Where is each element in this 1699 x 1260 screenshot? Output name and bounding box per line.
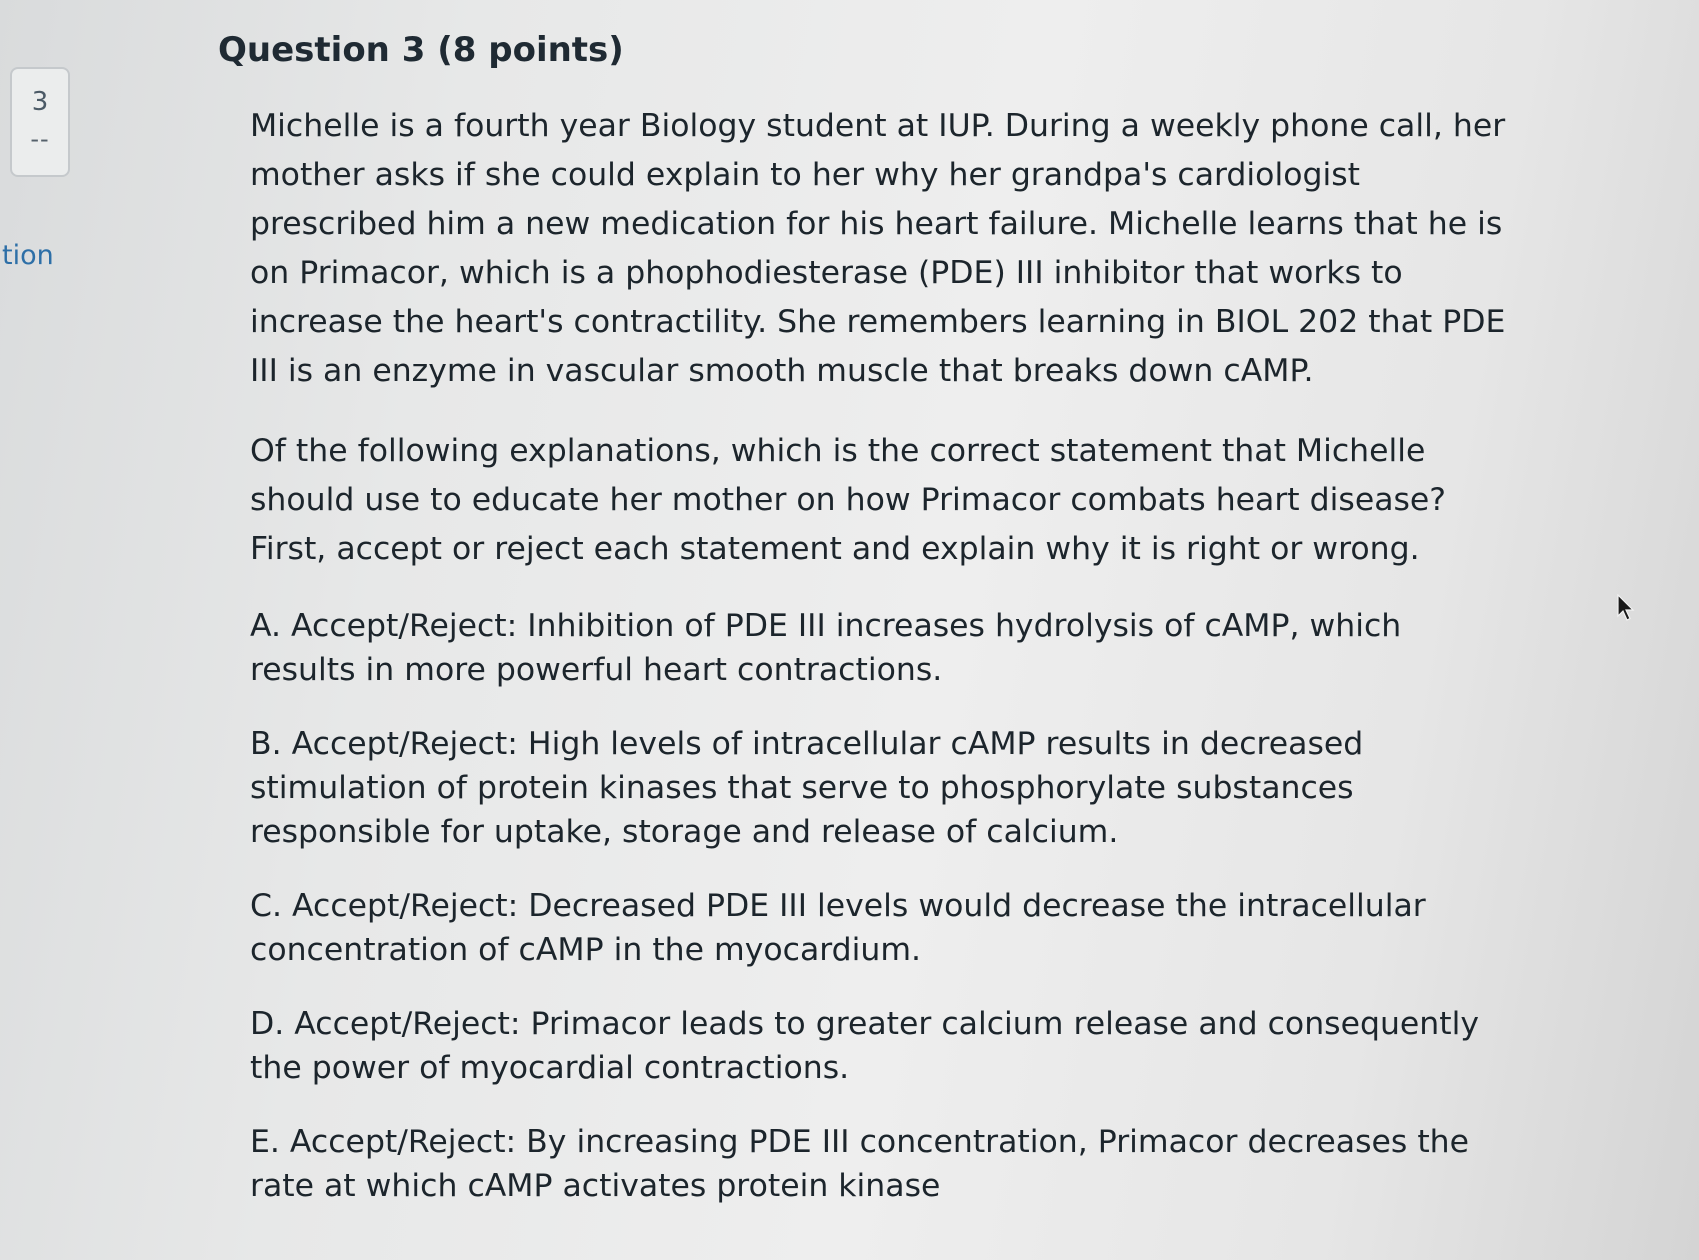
option-d: D. Accept/Reject: Primacor leads to greater calcium release and consequently the power of myocardial contractions. <box>250 1006 1479 1086</box>
question-nav-status: -- <box>30 125 50 153</box>
question-points: (8 points) <box>437 30 624 70</box>
option-b: B. Accept/Reject: High levels of intracellular cAMP results in decreased stimulation of protein kinases that serve to phosphorylate substances responsible for uptake, storage and release of calcium. <box>250 726 1364 850</box>
question-nav-item-3[interactable] <box>10 67 70 177</box>
option-e: E. Accept/Reject: By increasing PDE III concentration, Primacor decreases the rate at which cAMP activates protein kinase <box>250 1124 1470 1204</box>
question-navigation-rail <box>0 0 150 1260</box>
question-nav-number: 3 <box>31 87 49 117</box>
question-stem: Michelle is a fourth year Biology student at IUP. During a weekly phone call, her mother asks if she could explain to her why her grandpa's cardiologist prescribed him a new medication for his heart failure. Michelle learns that he is on Primacor, which is a phophodiesterase (PDE) III inhibitor that works to increase the heart's contractility. She remembers learning in BIOL 202 that PDE III is an enzyme in vascular smooth muscle that breaks down cAMP. <box>250 108 1506 389</box>
question-title: Question 3 <box>218 30 426 70</box>
question-nav-link[interactable]: tion <box>2 240 54 271</box>
option-a: A. Accept/Reject: Inhibition of PDE III increases hydrolysis of cAMP, which results in more powerful heart contractions. <box>250 608 1402 688</box>
mouse-pointer-icon <box>1616 594 1638 622</box>
question-header <box>218 24 1518 76</box>
question-body <box>250 102 1510 1208</box>
option-c: C. Accept/Reject: Decreased PDE III levels would decrease the intracellular concentration of cAMP in the myocardium. <box>250 888 1426 968</box>
question-panel <box>218 24 1518 1238</box>
question-prompt: Of the following explanations, which is the correct statement that Michelle should use to educate her mother on how Primacor combats heart disease? First, accept or reject each statement and explain why it is right or wrong. <box>250 433 1447 567</box>
